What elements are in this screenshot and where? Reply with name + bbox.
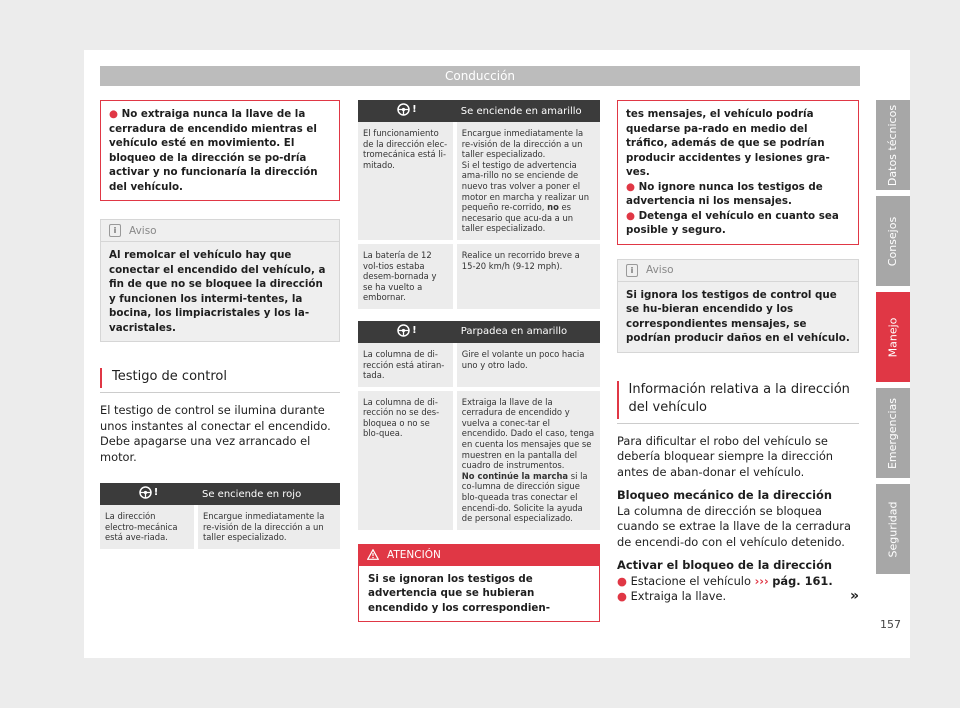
- action-cell: Encargue inmediatamente la re-visión de la dirección a un taller especializado.: [196, 505, 340, 549]
- section-heading: [617, 381, 859, 419]
- subheading: Bloqueo mecánico de la dirección: [617, 488, 832, 502]
- column-3: [617, 100, 859, 605]
- table-icon-cell: [358, 321, 455, 343]
- action-cell: [455, 122, 600, 242]
- bullet-icon: ●: [626, 180, 639, 193]
- tab-consejos[interactable]: [876, 196, 910, 286]
- aviso-label: Aviso: [129, 224, 157, 237]
- aviso-label: Aviso: [646, 264, 674, 276]
- table-header-label: Se enciende en amarillo: [455, 100, 600, 122]
- bullet-icon: ●: [617, 573, 631, 588]
- step-text: Extraiga la llave.: [630, 589, 727, 603]
- table-row: [358, 242, 600, 309]
- section-bar: [100, 368, 102, 388]
- action-text-b: Si el testigo de advertencia ama-rillo no se enciende de nuevo tras volver a poner el motor en marcha y realizar un pequeño re-corrido,: [461, 159, 590, 213]
- steering-warning-icon: !: [138, 486, 159, 499]
- warning-bullet: [626, 209, 850, 238]
- table-yellow-blink: [358, 321, 600, 530]
- action-bold: No continúe la marcha: [461, 470, 569, 481]
- step-item: [617, 589, 859, 605]
- aviso-box: [617, 259, 859, 353]
- section-bar: [617, 381, 619, 419]
- warning-bullet: [626, 180, 850, 209]
- section-heading: [100, 368, 340, 388]
- bullet-icon: ●: [617, 589, 631, 603]
- warning-triangle-icon: [367, 549, 379, 560]
- sub-paragraph: La columna de dirección se bloquea cuando se extrae la llave de la cerradura de encendi-do con el vehículo detenido.: [617, 503, 851, 549]
- section-rule: [617, 423, 859, 424]
- table-row: [358, 343, 600, 389]
- intro-paragraph: El testigo de control se ilumina durante unos instantes al conectar el encendido. Debe apagarse una vez arrancado el motor.: [100, 403, 331, 464]
- action-cell: Realice un recorrido breve a 15-20 km/h (9-12 mph).: [455, 242, 600, 309]
- table-row: [358, 389, 600, 530]
- bullet-icon: ●: [626, 209, 639, 222]
- table-icon-cell: [100, 483, 196, 505]
- tab-emergencias[interactable]: [876, 388, 910, 478]
- table-row: [100, 505, 340, 549]
- tab-label: Consejos: [886, 216, 900, 266]
- cause-cell: La dirección electro-mecánica está ave-riada.: [100, 505, 196, 549]
- table-icon-cell: [358, 100, 455, 122]
- bullet-text: Detenga el vehículo en cuanto sea posible y seguro.: [626, 209, 839, 236]
- aviso-text: Si ignora los testigos de control que se hu-bieran encendido y los correspondientes mensajes, se podrían producir daños en el vehículo.: [626, 288, 850, 344]
- info-icon: i: [626, 264, 638, 277]
- table-row: [358, 122, 600, 242]
- info-icon: i: [109, 224, 121, 237]
- action-text-a: Extraiga la llave de la cerradura de encendido y vuelva a conec-tar el encendido. Dado el caso, tenga en cuenta los mensajes que se muestren en la pantalla del cuadro de instrumentos.: [461, 396, 595, 471]
- steering-warning-icon: !: [396, 324, 417, 337]
- tab-label: Emergencias: [886, 397, 900, 469]
- section-rule: [100, 392, 340, 393]
- continue-icon: »: [849, 588, 859, 604]
- action-bold: no: [547, 202, 559, 213]
- tab-manejo[interactable]: [876, 292, 910, 382]
- table-red: [100, 483, 340, 549]
- bullet-icon: ●: [109, 108, 118, 120]
- aviso-text: Al remolcar el vehículo hay que conectar el encendido del vehículo, a fin de que no se bloquee la dirección y funcionen los intermi-tentes, la bocina, los limpiacristales y los la-vacristales.: [109, 249, 326, 334]
- action-cell: Gire el volante un poco hacia uno y otro lado.: [455, 343, 600, 389]
- warning-box: [100, 100, 340, 201]
- page-number: 157: [880, 618, 901, 631]
- side-tabs: [876, 100, 910, 580]
- aviso-box: [100, 219, 340, 342]
- atencion-box: [358, 544, 600, 623]
- page-reference-link[interactable]: pág. 161.: [772, 573, 833, 588]
- step-item: [617, 574, 859, 590]
- bullet-text: No ignore nunca los testigos de advertencia ni los mensajes.: [626, 180, 823, 207]
- cause-cell: La columna de di-rección está atiran-tada.: [358, 343, 455, 389]
- steering-warning-icon: !: [396, 103, 417, 116]
- column-1: [100, 100, 340, 549]
- warning-continuation-text: tes mensajes, el vehículo podría quedarse pa-rado en medio del tráfico, además de que se podrían producir accidentes y lesiones gra-ves.: [626, 108, 830, 178]
- warning-text: No extraiga nunca la llave de la cerradura de encendido mientras el vehículo esté en movimiento. El bloqueo de la dirección se po-dría activar y no funcionaría la dirección del vehículo.: [109, 108, 318, 193]
- subheading: Activar el bloqueo de la dirección: [617, 558, 833, 572]
- cause-cell: La columna de di-rección no se des-bloquea o no se blo-quea.: [358, 389, 455, 530]
- tab-datos-tecnicos[interactable]: [876, 100, 910, 190]
- aviso-header: [618, 260, 858, 282]
- tab-label: Datos técnicos: [886, 104, 900, 186]
- warning-continuation-box: [617, 100, 859, 245]
- intro-paragraph: Para dificultar el robo del vehículo se debería bloquear siempre la dirección antes de aban-donar el vehículo.: [617, 433, 834, 479]
- action-text-a: Encargue inmediatamente la re-visión de la dirección a un taller especializado.: [461, 128, 584, 160]
- action-text-c: si la co-lumna de dirección sigue blo-queada tras conectar el encendi-do. Solicite la ayuda de personal especializado.: [461, 470, 588, 524]
- tab-label: Seguridad: [886, 501, 900, 557]
- cause-cell: La batería de 12 vol-tios estaba desem-bornada y se ha vuelto a embornar.: [358, 242, 455, 309]
- section-title: Información relativa a la dirección del vehículo: [628, 381, 850, 415]
- table-header-label: Parpadea en amarillo: [455, 321, 600, 343]
- atencion-label: ATENCIÓN: [387, 548, 441, 561]
- column-2: [358, 100, 600, 622]
- atencion-text: Si se ignoran los testigos de advertencia que se hubieran encendido y los correspondien-: [358, 566, 600, 623]
- action-cell: [455, 389, 600, 530]
- table-yellow-on: [358, 100, 600, 309]
- tab-label: Manejo: [886, 317, 900, 357]
- section-title: Testigo de control: [112, 369, 227, 384]
- arrows-icon: ›››: [754, 573, 769, 588]
- cause-cell: El funcionamiento de la dirección elec-tromecánica está li-mitado.: [358, 122, 455, 242]
- aviso-header: [101, 220, 339, 242]
- table-header-label: Se enciende en rojo: [196, 483, 340, 505]
- atencion-header: [358, 544, 600, 566]
- tab-seguridad[interactable]: [876, 484, 910, 574]
- action-text-c: es necesario que acu-da a un taller especializado.: [461, 202, 574, 234]
- chapter-header: Conducción: [100, 66, 860, 86]
- step-text: Estacione el vehículo: [630, 573, 751, 588]
